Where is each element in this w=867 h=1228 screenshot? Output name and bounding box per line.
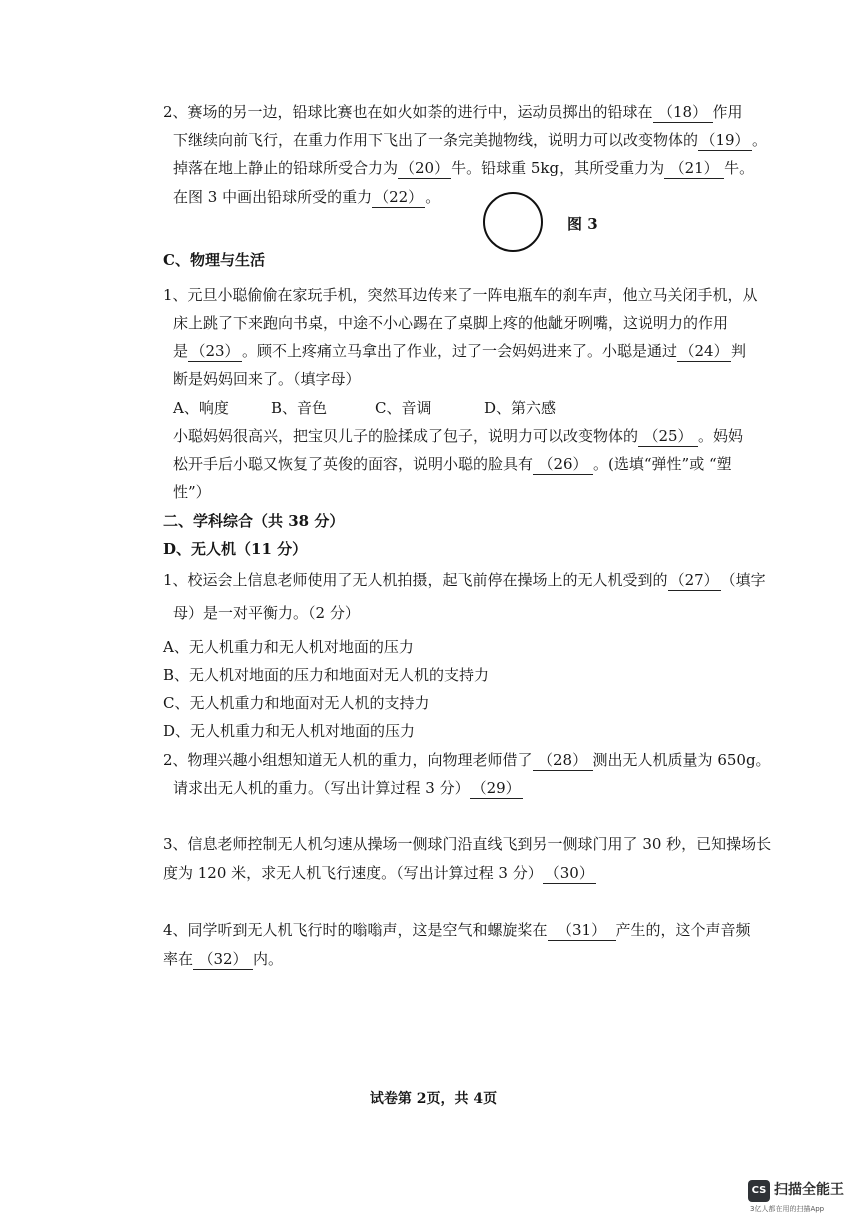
d-q1-option-c: C、无人机重力和地面对无人机的支持力 bbox=[163, 694, 430, 712]
page-footer: 试卷第 2页，共 4页 bbox=[369, 1091, 498, 1107]
blank-24[interactable]: （24） bbox=[677, 341, 731, 362]
d-q3-line2: 度为 120 米，求无人机飞行速度。（写出计算过程 3 分） （30） bbox=[163, 864, 594, 882]
blank-32[interactable]: （32） bbox=[193, 949, 253, 970]
c-option-a: A、响度 bbox=[173, 399, 229, 417]
c-option-c: C、音调 bbox=[375, 399, 432, 417]
d-q4-line2: 率在 （32） 内。 bbox=[163, 950, 284, 968]
shot-put-circle-figure bbox=[483, 192, 543, 252]
figure-3-label: 图 3 bbox=[567, 215, 598, 233]
d-q1-option-b: B、无人机对地面的压力和地面对无人机的支持力 bbox=[163, 666, 490, 684]
q2-line4: 在图 3 中画出铅球所受的重力 （22） 。 bbox=[173, 188, 441, 206]
c-q1-line2: 床上跳了下来跑向书桌，中途不小心踢在了桌脚上疼的他龇牙咧嘴，这说明力的作用 bbox=[173, 314, 729, 332]
scanner-watermark bbox=[748, 1178, 863, 1218]
d-q1-line1: 1、校运会上信息老师使用了无人机拍摄，起飞前停在操场上的无人机受到的 （27） （填字 bbox=[163, 571, 766, 589]
section-c-title: C、物理与生活 bbox=[163, 251, 265, 269]
blank-29[interactable]: （29） bbox=[471, 779, 521, 797]
d-q1-option-d: D、无人机重力和无人机对地面的压力 bbox=[163, 722, 416, 740]
blank-28[interactable]: （28） bbox=[533, 750, 593, 771]
watermark-app-name: 扫描全能王 bbox=[774, 1182, 844, 1198]
c-option-b: B、音色 bbox=[271, 399, 328, 417]
watermark-tagline: 3亿人都在用的扫描App bbox=[750, 1205, 825, 1213]
q2-line1: 2、赛场的另一边，铅球比赛也在如火如荼的进行中，运动员掷出的铅球在 （18） 作用 bbox=[163, 103, 743, 121]
c-q1-line6: 松开手后小聪又恢复了英俊的面容，说明小聪的脸具有 （26） 。(选填“弹性”或 “塑 bbox=[173, 455, 732, 473]
blank-22[interactable]: （22） bbox=[374, 188, 424, 206]
c-option-d: D、第六感 bbox=[484, 399, 557, 417]
blank-21[interactable]: （21） bbox=[664, 158, 724, 179]
c-q1-line1: 1、元旦小聪偷偷在家玩手机，突然耳边传来了一阵电瓶车的刹车声，他立马关闭手机，从 bbox=[163, 286, 758, 304]
c-q1-line7: 性”） bbox=[173, 483, 211, 501]
d-q1-option-a: A、无人机重力和无人机对地面的压力 bbox=[163, 638, 414, 656]
blank-31[interactable]: （31） bbox=[548, 920, 616, 941]
blank-26[interactable]: （26） bbox=[533, 454, 593, 475]
q2-line2: 下继续向前飞行，在重力作用下飞出了一条完美抛物线，说明力可以改变物体的 （19） 。 bbox=[173, 131, 768, 149]
d-q1-line2: 母）是一对平衡力。（2 分） bbox=[173, 604, 360, 622]
blank-20[interactable]: （20） bbox=[400, 159, 450, 177]
blank-18[interactable]: （18） bbox=[653, 102, 713, 123]
section-d-title: D、无人机（11 分） bbox=[163, 540, 308, 558]
blank-25[interactable]: （25） bbox=[638, 426, 698, 447]
blank-23[interactable]: （23） bbox=[188, 341, 242, 362]
blank-30[interactable]: （30） bbox=[544, 864, 594, 882]
blank-19[interactable]: （19） bbox=[698, 130, 752, 151]
q2-line3: 掉落在地上静止的铅球所受合力为 （20） 牛。铅球重 5kg，其所受重力为 （21） 牛。 bbox=[173, 159, 755, 177]
c-q1-line5: 小聪妈妈很高兴，把宝贝儿子的脸揉成了包子，说明力可以改变物体的 （25） 。妈妈 bbox=[173, 427, 744, 445]
d-q2-line1: 2、物理兴趣小组想知道无人机的重力，向物理老师借了 （28） 测出无人机质量为 650g。 bbox=[163, 751, 771, 769]
d-q4-line1: 4、同学听到无人机飞行时的嗡嗡声，这是空气和螺旋桨在 （31） 产生的，这个声音频 bbox=[163, 921, 751, 939]
camscanner-logo-icon: CS bbox=[748, 1180, 770, 1202]
d-q3-line1: 3、信息老师控制无人机匀速从操场一侧球门沿直线飞到另一侧球门用了 30 秒，已知操场长 bbox=[163, 835, 772, 853]
blank-27[interactable]: （27） bbox=[669, 571, 719, 589]
d-q2-line2: 请求出无人机的重力。（写出计算过程 3 分） （29） bbox=[173, 779, 521, 797]
c-q1-line3: 是 （23） 。顾不上疼痛立马拿出了作业，过了一会妈妈进来了。小聪是通过 （24） 判 bbox=[173, 342, 747, 360]
c-q1-line4: 断是妈妈回来了。（填字母） bbox=[173, 370, 361, 388]
part2-title: 二、学科综合（共 38 分） bbox=[163, 512, 345, 530]
